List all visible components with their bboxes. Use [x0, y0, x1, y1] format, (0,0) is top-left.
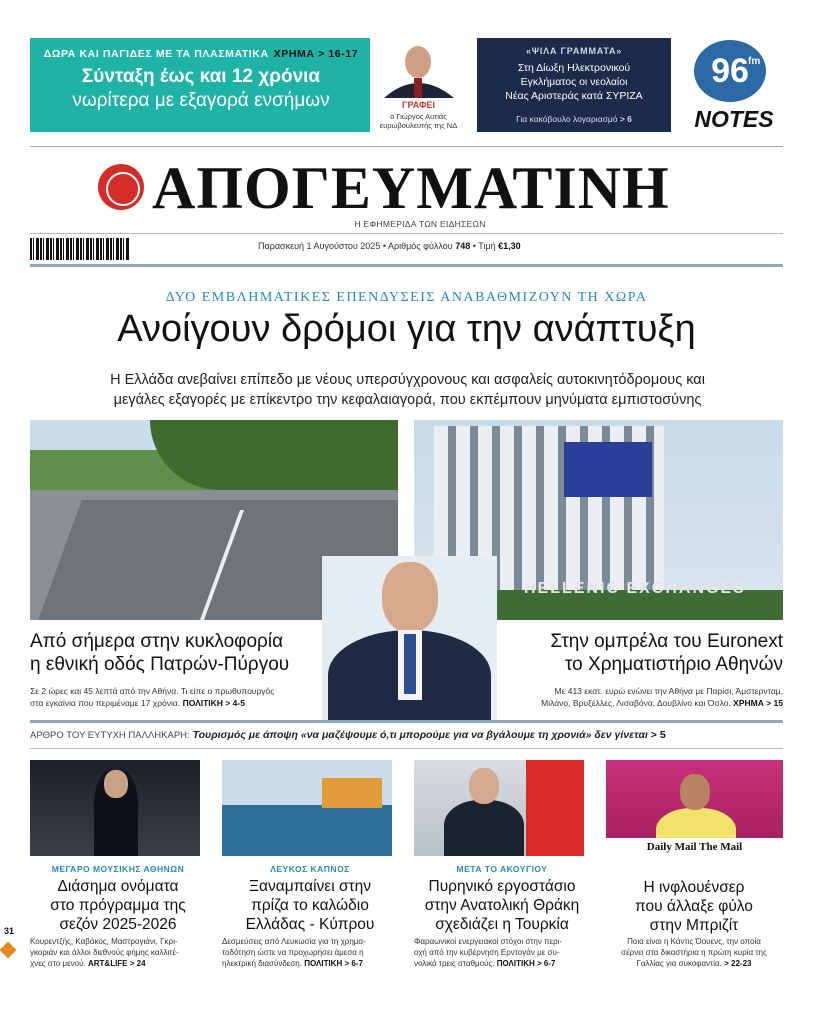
card-title[interactable]: Πυρηνικό εργοστάσιο στην Ανατολική Θράκη σχεδιάζει η Τουρκία	[424, 878, 580, 933]
euronext-story-title[interactable]: Στην ομπρέλα του Euronext το Χρηματιστήριο Αθηνών	[550, 631, 783, 675]
divider	[30, 233, 783, 234]
page-number: 31	[4, 926, 15, 936]
lead-kicker: ΔΥΟ ΕΜΒΛΗΜΑΤΙΚΕΣ ΕΠΕΝΔΥΣΕΙΣ ΑΝΑΒΑΘΜΙΖΟΥΝ ΤΗ ΧΩΡΑ	[165, 290, 648, 305]
barcode-icon	[30, 238, 130, 260]
promo-body: Στη Δίωξη Ηλεκτρονικού Εγκλήματος οι νεολαίοι Νέας Αριστεράς κατά ΣΥΡΙΖΑ	[505, 62, 643, 102]
writes-label: ΓΡΑΦΕΙ	[402, 100, 435, 110]
lead-headline[interactable]: Ανοίγουν δρόμοι για την ανάπτυξη	[117, 308, 696, 350]
erdogan-photo[interactable]	[414, 760, 584, 856]
masthead-title: ΑΠΟΓΕΥΜΑΤΙΝΗ	[152, 155, 670, 221]
issue-line: Παρασκευή 1 Αυγούστου 2025 • Αριθμός φύλλου 748 • Τιμή €1,30	[258, 241, 521, 251]
turkish-flag-icon	[526, 760, 584, 856]
euronext-story-ref[interactable]: ΧΡΗΜΑ > 15	[733, 698, 783, 708]
promo-box-small-print[interactable]	[477, 38, 671, 132]
divider	[30, 720, 783, 723]
card-ref[interactable]: ART&LIFE > 24	[87, 959, 146, 968]
divider	[30, 264, 783, 267]
card-kicker: ΛΕΥΚΟΣ ΚΑΠΝΟΣ	[270, 864, 350, 874]
card-title[interactable]: Διάσημα ονόματα στο πρόγραμμα της σεζόν 2025-2026	[50, 878, 186, 933]
card-ref[interactable]: ΠΟΛΙΤΙΚΗ > 6-7	[304, 959, 363, 968]
divider	[30, 146, 783, 147]
prime-minister-photo[interactable]	[322, 556, 497, 720]
card-text: Φαραωνικοί ενεργειακοί στόχοι στην περι- οχή από την κυβέρνηση Ερντογάν με συ- νολικά τρεις σταθμούς. ΠΟΛΙΤΙΚΗ > 6-7	[414, 937, 563, 968]
card-ref[interactable]: > 22-23	[724, 959, 752, 968]
card-title[interactable]: Ξαναμπαίνει στην πρίζα το καλώδιο Ελλάδας - Κύπρου	[245, 878, 375, 933]
card-title[interactable]: Η ινφλουένσερ που άλλαξε φύλο στην Μπριζίτ	[635, 879, 753, 934]
opinion-kicker: ΑΡΘΡΟ ΤΟΥ ΕΥΤΥΧΗ ΠΑΛΛΗΚΑΡΗ:	[30, 730, 190, 741]
opinion-strip[interactable]	[30, 729, 783, 741]
author-credit: ο Γιώργος Αυτιάς ευρωβουλευτής της ΝΔ	[379, 112, 458, 130]
highway-story-ref[interactable]: ΠΟΛΙΤΙΚΗ > 4-5	[182, 698, 245, 708]
opinion-ref: > 5	[650, 729, 666, 741]
euronext-story-text: Με 413 εκατ. ευρώ ενώνει την Αθήνα με Παρίσι, Άμστερνταμ, Μιλάνο, Βρυξέλλες, Λισαβόνα, Δουβλίνο και Όσλο. ΧΡΗΜΑ > 15	[541, 686, 783, 708]
card-text: Κουρεντζής, Καβάκος, Μαστρογιάνι, Γκρι- γκοριάν και άλλοι διεθνούς φήμης καλλιτέ- χνες στο μενού. ART&LIFE > 24	[30, 937, 179, 968]
issue-price: €1,30	[498, 241, 521, 251]
masthead-tagline: Η ΕΦΗΜΕΡΙΔΑ ΤΩΝ ΕΙΔΗΣΕΩΝ	[354, 219, 486, 229]
promo-headline-line2: νωρίτερα με εξαγορά ενσήμων	[72, 90, 330, 111]
newspaper-logo-icon	[98, 164, 144, 210]
issue-number: 748	[455, 241, 471, 251]
promo-kicker-ref: ΧΡΗΜΑ > 16-17	[273, 48, 359, 60]
promo-headline-line1: Σύνταξη έως και 12 χρόνια	[81, 66, 321, 87]
card-text: Ποια είναι η Κάντις Όουενς, την οποία σέρνει στα δικαστήρια η πρώτη κυρία της Γαλλίας για συκοφαντία. > 22-23	[621, 937, 767, 968]
highway-story-title[interactable]: Από σήμερα στην κυκλοφορία η εθνική οδός Πατρών-Πύργου	[30, 631, 290, 675]
divider	[30, 748, 783, 749]
highway-story-text: Σε 2 ώρες και 45 λεπτά από την Αθήνα. Τι είπε ο πρωθυπουργός στα εγκαίνια που περιμέναμε 17 χρόνια. ΠΟΛΙΤΙΚΗ > 4-5	[30, 686, 275, 708]
conductor-photo[interactable]	[30, 760, 200, 856]
promo-kicker: ΔΩΡΑ ΚΑΙ ΠΑΓΙΔΕΣ ΜΕ ΤΑ ΠΛΑΣΜΑΤΙΚΑ ΧΡΗΜΑ > 16-17	[43, 48, 359, 60]
promo-footer-ref: > 6	[619, 114, 632, 124]
influencer-photo[interactable]	[606, 760, 783, 856]
issue-date: Παρασκευή 1 Αυγούστου 2025	[258, 241, 381, 251]
radio-name: NOTES	[694, 106, 774, 132]
promo-box-pensions[interactable]	[30, 38, 467, 132]
diamond-icon	[0, 942, 16, 959]
card-ref[interactable]: ΠΟΛΙΤΙΚΗ > 6-7	[496, 959, 556, 968]
exchange-sign: HELLENIC EXCHANGES	[524, 580, 746, 597]
card-kicker: ΜΕΓΑΡΟ ΜΟΥΣΙΚΗΣ ΑΘΗΝΩΝ	[51, 864, 185, 874]
cable-ship-photo[interactable]	[222, 760, 392, 856]
eu-flag-icon	[564, 442, 652, 497]
radio-fm: fm	[748, 56, 761, 67]
card-text: Δεσμεύσεις από Λευκωσία για τη χρημα- τοδότηση ώστε να προχωρήσει άμεσα η ηλεκτρική διασύνδεση. ΠΟΛΙΤΙΚΗ > 6-7	[222, 937, 366, 968]
card-kicker: ΜΕΤΑ ΤΟ ΑΚΟΥΓΙΟΥ	[456, 864, 548, 874]
lead-deck: Η Ελλάδα ανεβαίνει επίπεδο με νέους υπερσύγχρονους και ασφαλείς αυτοκινητόδρομους και μεγάλες εξαγορές με επίκεντρο την κεφαλαιαγορά, που εκπέμπουν μηνύματα εμπιστοσύνης	[110, 372, 705, 408]
radio-96fm-notes-logo[interactable]	[686, 40, 782, 136]
promo-kicker: «ΨΙΛΑ ΓΡΑΜΜΑΤΑ»	[525, 46, 623, 56]
radio-number: 96	[694, 40, 766, 102]
opinion-title: Τουρισμός με άποψη «να μαζέψουμε ό,τι μπορούμε για να βγάλουμε τη χρονιά» δεν γίνεται	[192, 729, 648, 741]
promo-footer: Για κακόβουλο λογαριασμό > 6	[516, 114, 632, 124]
author-portrait-icon	[370, 38, 467, 98]
daily-mail-caption: Daily Mail The Mail	[606, 838, 783, 856]
